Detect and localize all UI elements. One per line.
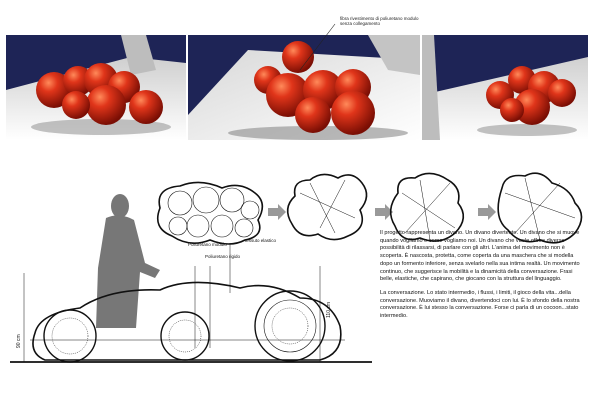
- section-elevation: [10, 243, 372, 362]
- label-height-90: 90 cm: [16, 334, 22, 348]
- annotation-top: fibra rivestimento di poliuretano modulo senza collegamento: [340, 16, 419, 26]
- plan-diagram-detailed: [158, 182, 263, 244]
- label-modular-foam: Poliuretano modulo: [188, 242, 227, 247]
- description-paragraph-2: La conversazione. Lo stato intermedio, i flussi, i limiti, il gioco della vita...della conversazione. Muoviamo il divano, divertendoci con lui. È lo sfondo della nostra conversazione. È lui stesso la conversazione. Forse ci parla di un cocoon...stato intermedio.: [380, 289, 580, 320]
- label-soft-fabric: tessuto elastico: [245, 238, 277, 243]
- person-silhouette: [96, 194, 160, 328]
- description-text: [380, 230, 586, 327]
- plan-shape-2: [288, 174, 367, 239]
- description-paragraph-1: Il progetto rappresenta un divano. Un divano divertente. Un divano che si muove quando vogliamo e come vogliamo noi. Un divano che vuole offrire diverse possibilità di rilassarsi, di parlare con gli altri. L'anima del movimento non è scoperta. È nascosta, protetta, come coperta da una maschera che si modella dopo un formento inferiore, senza svelarlo nella sua intima realtà. Un movimento continuo, che suggerisce la mobilità e la dinamicità della conversazione. Frasi belle, elastiche, che capirano, che giocano con la struttura del linguaggio.: [380, 230, 580, 283]
- annotation-leader: [0, 0, 594, 150]
- label-height-110: 110 cm: [326, 301, 332, 318]
- label-rigid-foam: Poliuretano rigido: [205, 254, 241, 259]
